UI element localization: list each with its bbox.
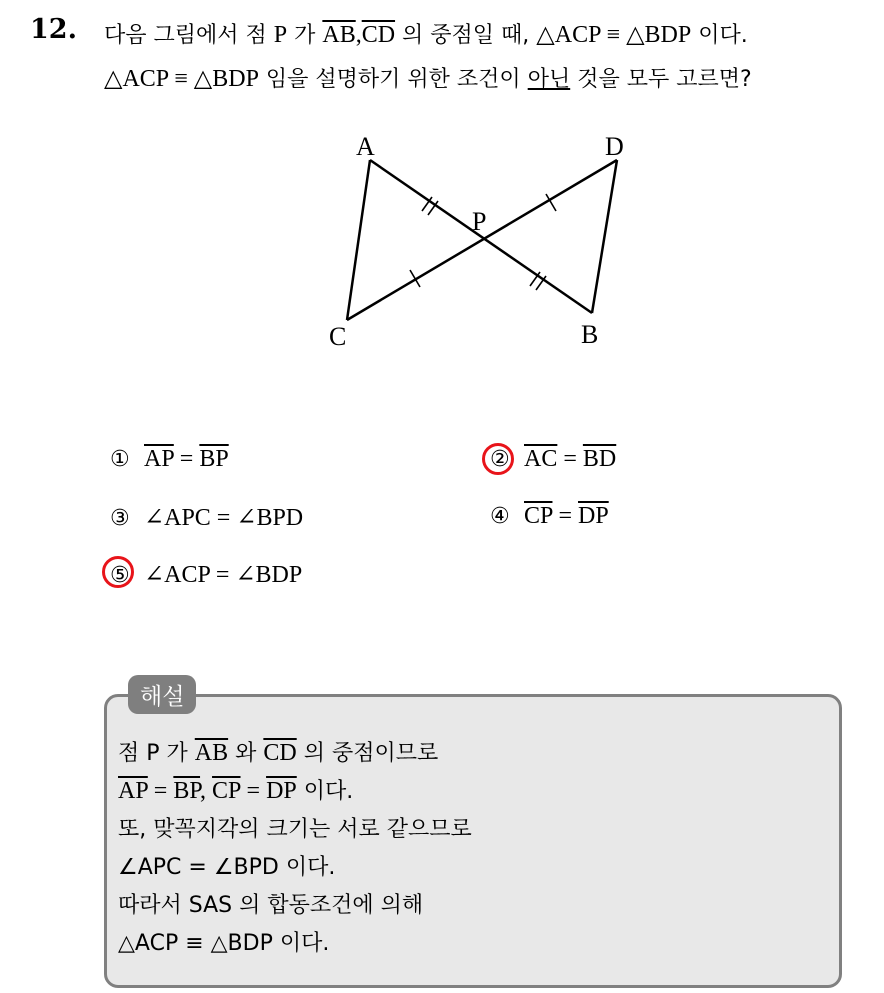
q1-text-d: 이다. xyxy=(691,23,748,48)
option-2-seg-b: $\overline{BD}$ xyxy=(582,446,617,472)
label-d: D xyxy=(605,132,624,161)
option-4[interactable] xyxy=(490,503,609,530)
option-4-number: ④ xyxy=(490,504,510,529)
option-2[interactable] xyxy=(490,446,616,473)
sol2-eq2: = xyxy=(240,778,267,804)
sol2-seg-bp: $\overline{BP}$ xyxy=(173,778,201,804)
option-3-number: ③ xyxy=(110,506,130,531)
q2-congruence: △ACP ≡ △BDP xyxy=(104,66,259,92)
sol1-text-a: 점 P 가 xyxy=(118,741,195,766)
q2-text-b: 것을 모두 고르면? xyxy=(570,67,752,92)
label-b: B xyxy=(581,320,599,349)
solution-line-6: △ACP ≡ △BDP 이다. xyxy=(118,931,330,956)
label-a: A xyxy=(356,132,375,161)
sol2-seg-ap: $\overline{AP}$ xyxy=(118,778,148,804)
option-1-seg-b: $\overline{BP}$ xyxy=(199,446,229,472)
option-2-eq: = xyxy=(557,446,583,472)
segment-ab xyxy=(370,160,592,313)
sol2-eq1: = xyxy=(147,778,174,804)
solution-tab: 해설 xyxy=(128,675,196,714)
sol1-segment-ab: $\overline{AB}$ xyxy=(194,740,229,766)
option-4-seg-a: $\overline{CP}$ xyxy=(524,503,553,529)
sol1-segment-cd: $\overline{CD}$ xyxy=(263,740,297,766)
q1-text-b: 가 xyxy=(287,23,323,48)
q1-text-a: 다음 그림에서 점 xyxy=(104,23,274,48)
option-5-text: ∠ACP = ∠BDP xyxy=(144,562,303,588)
option-2-number: ② xyxy=(490,447,510,472)
option-5[interactable] xyxy=(110,560,302,589)
option-4-eq: = xyxy=(552,503,579,529)
q1-segment-cd: $\overline{CD}$ xyxy=(361,22,396,48)
option-3-text: ∠APC = ∠BPD xyxy=(144,505,304,531)
sol2-text: 이다. xyxy=(296,779,354,804)
sol2-seg-dp: $\overline{DP}$ xyxy=(266,778,297,804)
option-1-eq: = xyxy=(173,446,200,472)
option-1-seg-a: $\overline{AP}$ xyxy=(144,446,174,472)
sol1-text-c: 의 중점이므로 xyxy=(296,741,439,766)
sol2-sep: , xyxy=(200,778,213,804)
segment-ac xyxy=(347,160,370,320)
q2-text-a: 임을 설명하기 위한 조건이 xyxy=(258,67,528,92)
segment-bd xyxy=(592,160,617,313)
sol2-seg-cp: $\overline{CP}$ xyxy=(212,778,241,804)
option-3[interactable] xyxy=(110,503,303,532)
q2-underlined-word: 아닌 xyxy=(527,67,571,92)
option-5-number: ⑤ xyxy=(110,563,130,588)
label-p: P xyxy=(472,207,487,236)
option-2-seg-a: $\overline{AC}$ xyxy=(524,446,558,472)
option-4-seg-b: $\overline{DP}$ xyxy=(578,503,609,529)
question-line-2 xyxy=(104,62,752,93)
q1-text-c: 의 중점일 때, xyxy=(395,23,537,48)
q1-congruence: △ACP ≡ △BDP xyxy=(536,22,692,48)
q1-comma: , xyxy=(355,22,362,48)
question-number: 12. xyxy=(30,14,77,45)
question-line-1 xyxy=(104,18,748,49)
sol1-text-b: 와 xyxy=(228,741,264,766)
solution-line-2 xyxy=(118,774,353,805)
solution-line-5: 따라서 SAS 의 합동조건에 의해 xyxy=(118,893,424,918)
solution-line-3: 또, 맞꼭지각의 크기는 서로 같으므로 xyxy=(118,817,472,842)
segment-cd xyxy=(347,160,617,320)
geometry-figure xyxy=(300,120,660,360)
solution-line-4: ∠APC = ∠BPD 이다. xyxy=(118,855,336,880)
q1-segment-ab: $\overline{AB}$ xyxy=(322,22,356,48)
option-1-number: ① xyxy=(110,447,130,472)
label-c: C xyxy=(329,322,347,351)
solution-line-1 xyxy=(118,736,438,767)
q1-point-p: P xyxy=(273,22,288,48)
option-1[interactable] xyxy=(110,446,229,473)
